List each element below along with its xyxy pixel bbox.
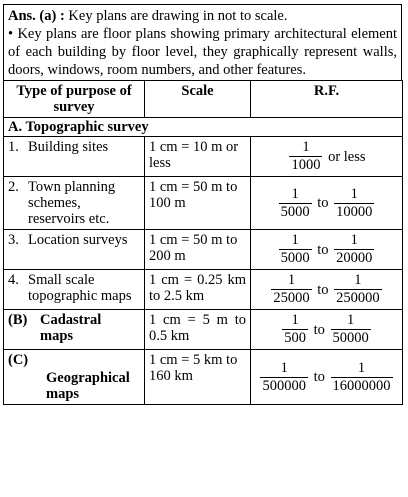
- rf-numerator: 1: [331, 312, 371, 330]
- type-cell: [4, 310, 145, 350]
- answer-text-2: Key plans are floor plans showing primary architectural element of each building by floor level, they graphically represent walls, doors, windows, room numbers, and other features.: [8, 26, 397, 78]
- rf-numerator: 1: [260, 360, 308, 378]
- type-cell: [4, 350, 145, 405]
- rf-numerator: 1: [271, 272, 311, 290]
- rf-separator: to: [317, 241, 329, 258]
- rf-fraction: [331, 312, 371, 347]
- row-type: Cadastral maps: [40, 312, 102, 344]
- scale-cell: 1 cm = 5 km to 160 km: [145, 350, 251, 405]
- header-type: Type of purpose of survey: [4, 81, 145, 118]
- rf-numerator: 1: [279, 232, 312, 250]
- rf-numerator: 1: [279, 186, 312, 204]
- rf-denominator: 1000: [291, 157, 321, 173]
- row-number: 1.: [8, 139, 19, 155]
- scale-cell: 1 cm = 0.25 km to 2.5 km: [145, 270, 251, 310]
- section-a-label: A. Topographic survey: [4, 118, 403, 137]
- table-row: [4, 177, 403, 230]
- rf-fraction: [279, 232, 312, 267]
- rf-fraction: [260, 360, 308, 395]
- rf-separator: to: [317, 195, 329, 211]
- rf-numerator: 1: [331, 360, 393, 378]
- table-row: [4, 137, 403, 177]
- rf-denominator: 25000: [273, 290, 310, 306]
- row-number: (C): [8, 352, 29, 368]
- rf-separator: or less: [328, 148, 366, 165]
- row-number: (B): [8, 312, 28, 328]
- table-row: [4, 310, 403, 350]
- answer-line-1: [8, 7, 397, 25]
- row-type: Town planning schemes, reservoirs etc.: [28, 179, 116, 227]
- rf-cell: [251, 270, 403, 310]
- rf-cell: [251, 177, 403, 230]
- answer-text-1: Key plans are drawing in not to scale.: [68, 8, 288, 24]
- header-rf: R.F.: [251, 81, 403, 118]
- rf-fraction: [271, 272, 311, 307]
- header-scale: Scale: [145, 81, 251, 118]
- rf-fraction: [279, 186, 312, 221]
- rf-fraction: [282, 312, 308, 347]
- type-cell: [4, 137, 145, 177]
- rf-separator: to: [313, 321, 325, 338]
- rf-denominator: 5000: [280, 203, 310, 220]
- table-row: [4, 230, 403, 270]
- rf-cell: [251, 230, 403, 270]
- scale-cell: 1 cm = 50 m to 100 m: [145, 177, 251, 230]
- answer-lead: Ans. (a) :: [8, 8, 65, 24]
- rf-fraction: [331, 360, 393, 395]
- rf-denominator: 5000: [280, 250, 310, 266]
- rf-fraction: [289, 139, 322, 174]
- rf-cell: [251, 350, 403, 405]
- row-type: Building sites: [28, 139, 109, 155]
- table-header-row: [4, 81, 403, 118]
- rf-denominator: 20000: [336, 250, 373, 266]
- rf-denominator: 250000: [336, 290, 380, 306]
- rf-fraction: [334, 232, 374, 267]
- rf-denominator: 10000: [336, 203, 373, 220]
- row-number: 3.: [8, 232, 19, 248]
- rf-numerator: 1: [334, 272, 382, 290]
- section-row: [4, 118, 403, 137]
- scale-cell: 1 cm = 5 m to 0.5 km: [145, 310, 251, 350]
- table-row: [4, 350, 403, 405]
- table-row: [4, 270, 403, 310]
- rf-separator: to: [313, 369, 325, 385]
- rf-numerator: 1: [334, 232, 374, 250]
- rf-fraction: [334, 272, 382, 307]
- type-cell: [4, 230, 145, 270]
- rf-fraction: [334, 186, 374, 221]
- rf-denominator: 500000: [262, 377, 306, 394]
- rf-cell: [251, 137, 403, 177]
- answer-block: [3, 4, 402, 80]
- rf-denominator: 500: [284, 330, 306, 346]
- rf-numerator: 1: [282, 312, 308, 330]
- row-type: Geographical maps: [46, 370, 130, 402]
- rf-numerator: 1: [289, 139, 322, 157]
- rf-numerator: 1: [334, 186, 374, 204]
- document-page: [3, 4, 402, 405]
- rf-separator: to: [317, 281, 329, 298]
- rf-denominator: 50000: [332, 330, 369, 346]
- type-cell: [4, 270, 145, 310]
- scale-cell: 1 cm = 10 m or less: [145, 137, 251, 177]
- type-cell: [4, 177, 145, 230]
- survey-table: [3, 80, 403, 405]
- bullet-icon: •: [8, 26, 14, 42]
- rf-cell: [251, 310, 403, 350]
- row-number: 2.: [8, 179, 19, 195]
- answer-line-2: [8, 25, 397, 79]
- row-type: Small scale topographic maps: [28, 272, 132, 304]
- rf-denominator: 16000000: [332, 377, 391, 394]
- row-type: Location surveys: [28, 232, 128, 248]
- row-number: 4.: [8, 272, 19, 288]
- scale-cell: 1 cm = 50 m to 200 m: [145, 230, 251, 270]
